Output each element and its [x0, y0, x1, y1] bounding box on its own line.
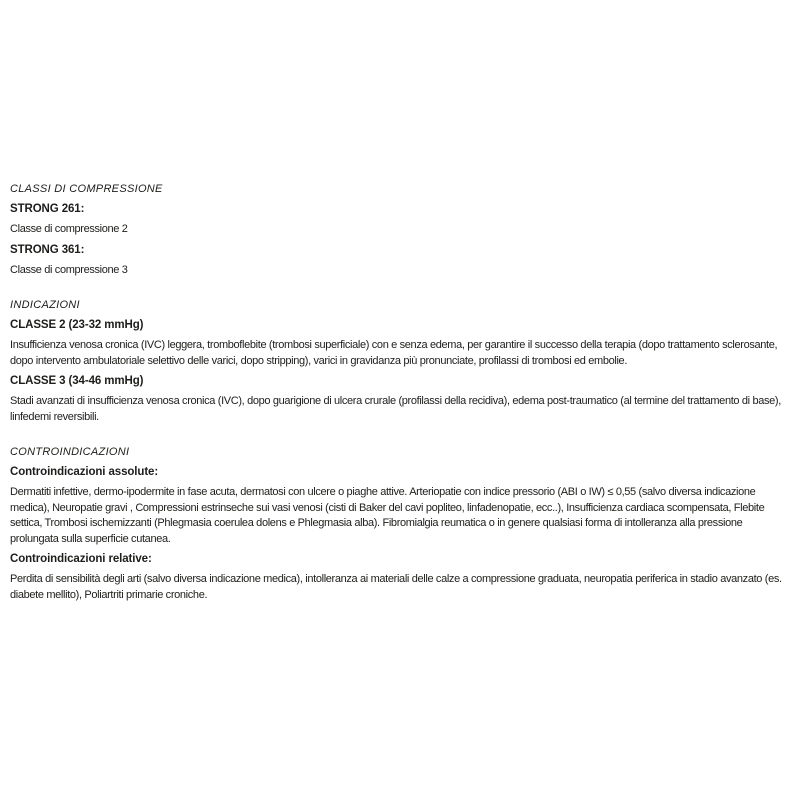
absolute-contraindications-heading: Controindicazioni assolute:	[10, 466, 159, 478]
relative-contraindications-heading: Controindicazioni relative:	[10, 553, 152, 565]
strong-361-label: STRONG 361:	[10, 243, 85, 256]
indications-heading: INDICAZIONI	[10, 299, 80, 311]
strong-261-label: STRONG 261:	[10, 203, 85, 215]
class-2-heading: CLASSE 2 (23-32 mmHg)	[10, 319, 144, 331]
contraindications-heading: CONTROINDICAZIONI	[10, 446, 130, 458]
section-contraindications	[10, 445, 791, 603]
section-indications	[10, 298, 791, 425]
relative-contraindications-text: Perdita di sensibilità degli arti (salvo diversa indicazione medica), intolleranza ai materiali delle calze a compressione graduata, neuropatia periferica in stadio avanzato (es. diabete mellito), Poliartriti primarie croniche.	[10, 573, 782, 601]
absolute-contraindications-text: Dermatiti infettive, dermo-ipodermite in fase acuta, dermatosi con ulcere o piaghe attive. Arteriopatie con indice pressorio (ABI o IW) ≤ 0,55 (salvo diversa indicazione medica), Neuropatie gravi , Compressioni estrinseche sui vasi venosi (cisti di Baker del cavi popliteo, linfadenopatie, ecc..), Insufficienza cardiaca scompensata, Flebite settica, Trombosi ischemizzanti (Phlegmasia coerulea dolens e Phlegmasia alba). Fibromialgia reumatica o in genere qualsiasi forma di intolleranza alla pressione prolungata sulla superficie cutanea.	[10, 486, 765, 545]
class-3-heading: CLASSE 3 (34-46 mmHg)	[10, 375, 144, 387]
class-3-indications-text: Stadi avanzati di insufficienza venosa cronica (IVC), dopo guarigione di ulcera crurale (profilassi della recidiva), edema post-traumatico (al termine del trattamento di base), linfedemi reversibili.	[10, 395, 781, 423]
class-2-indications-text: Insufficienza venosa cronica (IVC) leggera, tromboflebite (trombosi superficiale) con e senza edema, per garantire il successo della terapia (dopo trattamento sclerosante, dopo intervento ambulatoriale selettivo delle varici, dopo stripping), varici in gravidanza più pronunciate, profilassi di trombosi ed embolie.	[10, 339, 778, 367]
compression-classes-heading: CLASSI DI COMPRESSIONE	[10, 183, 163, 195]
section-compression-classes	[10, 182, 791, 278]
strong-261-value: Classe di compressione 2	[10, 223, 128, 235]
strong-361-value: Classe di compressione 3	[10, 263, 128, 276]
